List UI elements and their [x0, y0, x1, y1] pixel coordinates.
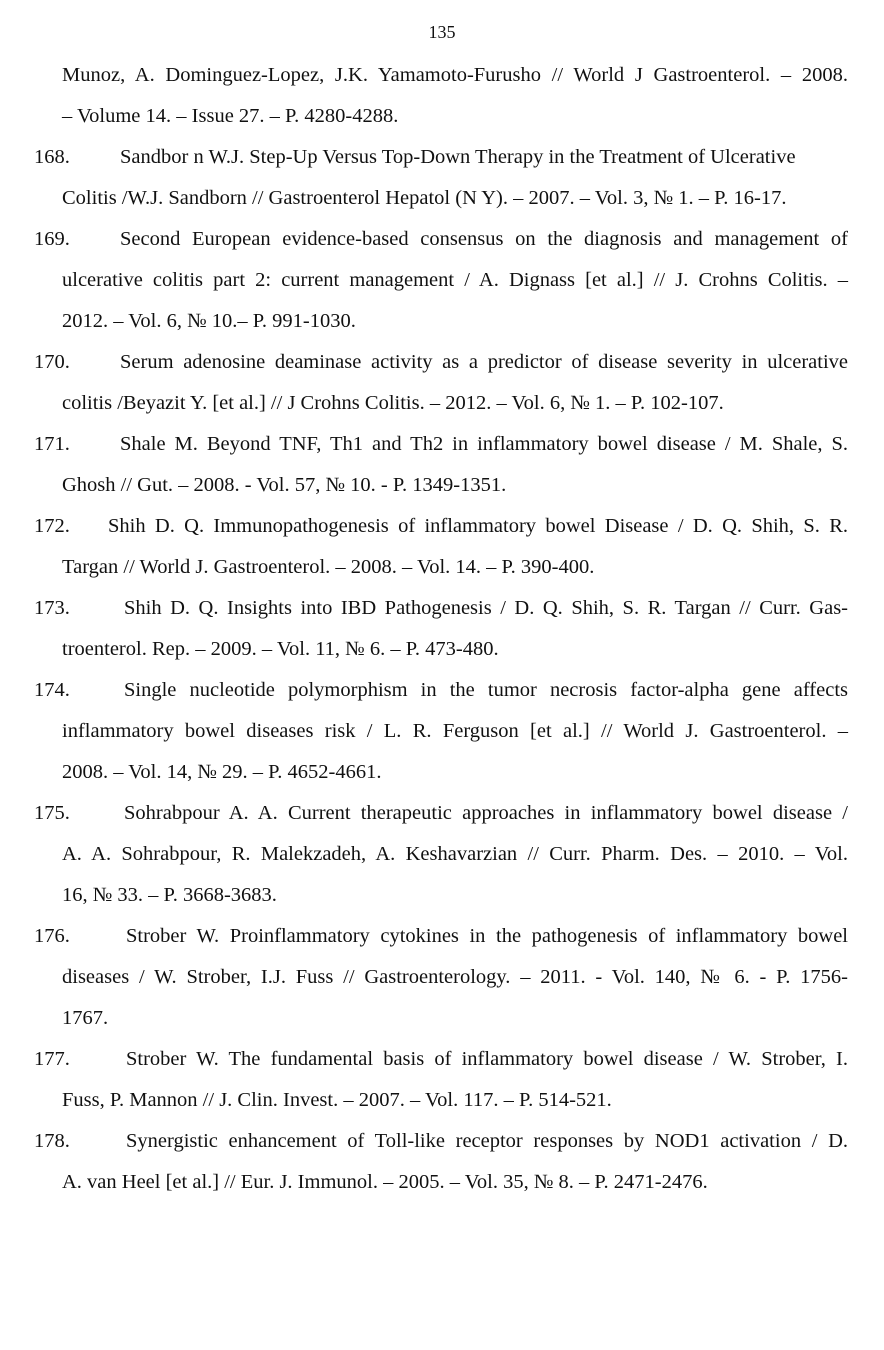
reference-line: Targan // World J. Gastroenterol. – 2008. – Vol. 14. – P. 390-400. — [62, 556, 595, 578]
reference-number: 170. — [34, 351, 70, 373]
reference-first-line — [34, 506, 848, 547]
reference-line: Shih D. Q. Immunopathogenesis of inflammatory bowel Disease / D. Q. Shih, S. R. — [108, 515, 848, 537]
reference-item — [34, 137, 848, 219]
reference-line: 1767. — [62, 1007, 109, 1029]
reference-line: troenterol. Rep. – 2009. – Vol. 11, № 6. – P. 473-480. — [62, 638, 499, 660]
reference-line: A. van Heel [et al.] // Eur. J. Immunol. – 2005. – Vol. 35, № 8. – P. 2471-2476. — [62, 1171, 708, 1193]
reference-line: Sandbor n W.J. Step-Up Versus Top-Down Therapy in the Treatment of Ulcerative — [120, 146, 796, 168]
reference-line: Synergistic enhancement of Toll-like receptor responses by NOD1 activation / D. — [126, 1130, 848, 1152]
reference-item — [34, 670, 848, 793]
reference-line: inflammatory bowel diseases risk / L. R. Ferguson [et al.] // World J. Gastroenterol. – — [62, 720, 848, 742]
reference-line: 16, № 33. – P. 3668-3683. — [62, 884, 277, 906]
reference-line: Fuss, P. Mannon // J. Clin. Invest. – 2007. – Vol. 117. – P. 514-521. — [62, 1089, 612, 1111]
reference-line: Shale M. Beyond TNF, Th1 and Th2 in inflammatory bowel disease / M. Shale, S. — [120, 433, 848, 455]
reference-number: 177. — [34, 1048, 70, 1070]
reference-first-line — [34, 1121, 848, 1162]
reference-item — [34, 1121, 848, 1203]
reference-number: 173. — [34, 597, 70, 619]
reference-line: ulcerative colitis part 2: current management / A. Dignass [et al.] // J. Crohns Colitis. – — [62, 269, 848, 291]
reference-item — [34, 588, 848, 670]
reference-number: 176. — [34, 925, 70, 947]
reference-line: Strober W. The fundamental basis of inflammatory bowel disease / W. Strober, I. — [126, 1048, 848, 1070]
reference-line: Munoz, A. Dominguez-Lopez, J.K. Yamamoto-Furusho // World J Gastroenterol. – 2008. — [62, 64, 848, 86]
reference-item — [34, 55, 848, 137]
reference-item — [34, 342, 848, 424]
reference-item — [34, 793, 848, 916]
reference-list — [34, 55, 848, 1203]
reference-first-line — [34, 793, 848, 834]
reference-number: 178. — [34, 1130, 70, 1152]
reference-line: A. A. Sohrabpour, R. Malekzadeh, A. Keshavarzian // Curr. Pharm. Des. – 2010. – Vol. — [62, 843, 848, 865]
reference-first-line — [34, 424, 848, 465]
reference-item — [34, 506, 848, 588]
reference-line: Ghosh // Gut. – 2008. - Vol. 57, № 10. - P. 1349-1351. — [62, 474, 507, 496]
reference-line: colitis /Beyazit Y. [et al.] // J Crohns Colitis. – 2012. – Vol. 6, № 1. – P. 102-107. — [62, 392, 724, 414]
page-number: 135 — [428, 22, 456, 42]
reference-number: 169. — [34, 228, 70, 250]
reference-line: Single nucleotide polymorphism in the tumor necrosis factor-alpha gene affects — [124, 679, 848, 701]
reference-line: Serum adenosine deaminase activity as a predictor of disease severity in ulcerative — [120, 351, 848, 373]
reference-first-line — [34, 342, 848, 383]
reference-first-line — [34, 588, 848, 629]
reference-number: 168. — [34, 146, 70, 168]
reference-number: 175. — [34, 802, 70, 824]
reference-number: 171. — [34, 433, 70, 455]
reference-first-line — [34, 670, 848, 711]
reference-number: 172. — [34, 515, 70, 537]
reference-first-line — [34, 219, 848, 260]
reference-item — [34, 1039, 848, 1121]
reference-item — [34, 424, 848, 506]
reference-line: Strober W. Proinflammatory cytokines in the pathogenesis of inflammatory bowel — [126, 925, 848, 947]
reference-item — [34, 916, 848, 1039]
reference-first-line — [34, 137, 848, 178]
reference-first-line — [34, 916, 848, 957]
reference-line: diseases / W. Strober, I.J. Fuss // Gastroenterology. – 2011. - Vol. 140, № 6. - P. 1756- — [62, 966, 848, 988]
reference-line: Second European evidence-based consensus on the diagnosis and management of — [120, 228, 848, 250]
reference-line: – Volume 14. – Issue 27. – P. 4280-4288. — [62, 105, 399, 127]
reference-number: 174. — [34, 679, 70, 701]
reference-line: Colitis /W.J. Sandborn // Gastroenterol Hepatol (N Y). – 2007. – Vol. 3, № 1. – P. 16-17. — [62, 187, 787, 209]
reference-line: Shih D. Q. Insights into IBD Pathogenesis / D. Q. Shih, S. R. Targan // Curr. Gas- — [124, 597, 848, 619]
reference-first-line — [34, 1039, 848, 1080]
reference-line: 2008. – Vol. 14, № 29. – P. 4652-4661. — [62, 761, 382, 783]
reference-line: 2012. – Vol. 6, № 10.– P. 991-1030. — [62, 310, 356, 332]
reference-item — [34, 219, 848, 342]
reference-line: Sohrabpour A. A. Current therapeutic approaches in inflammatory bowel disease / — [124, 802, 848, 824]
